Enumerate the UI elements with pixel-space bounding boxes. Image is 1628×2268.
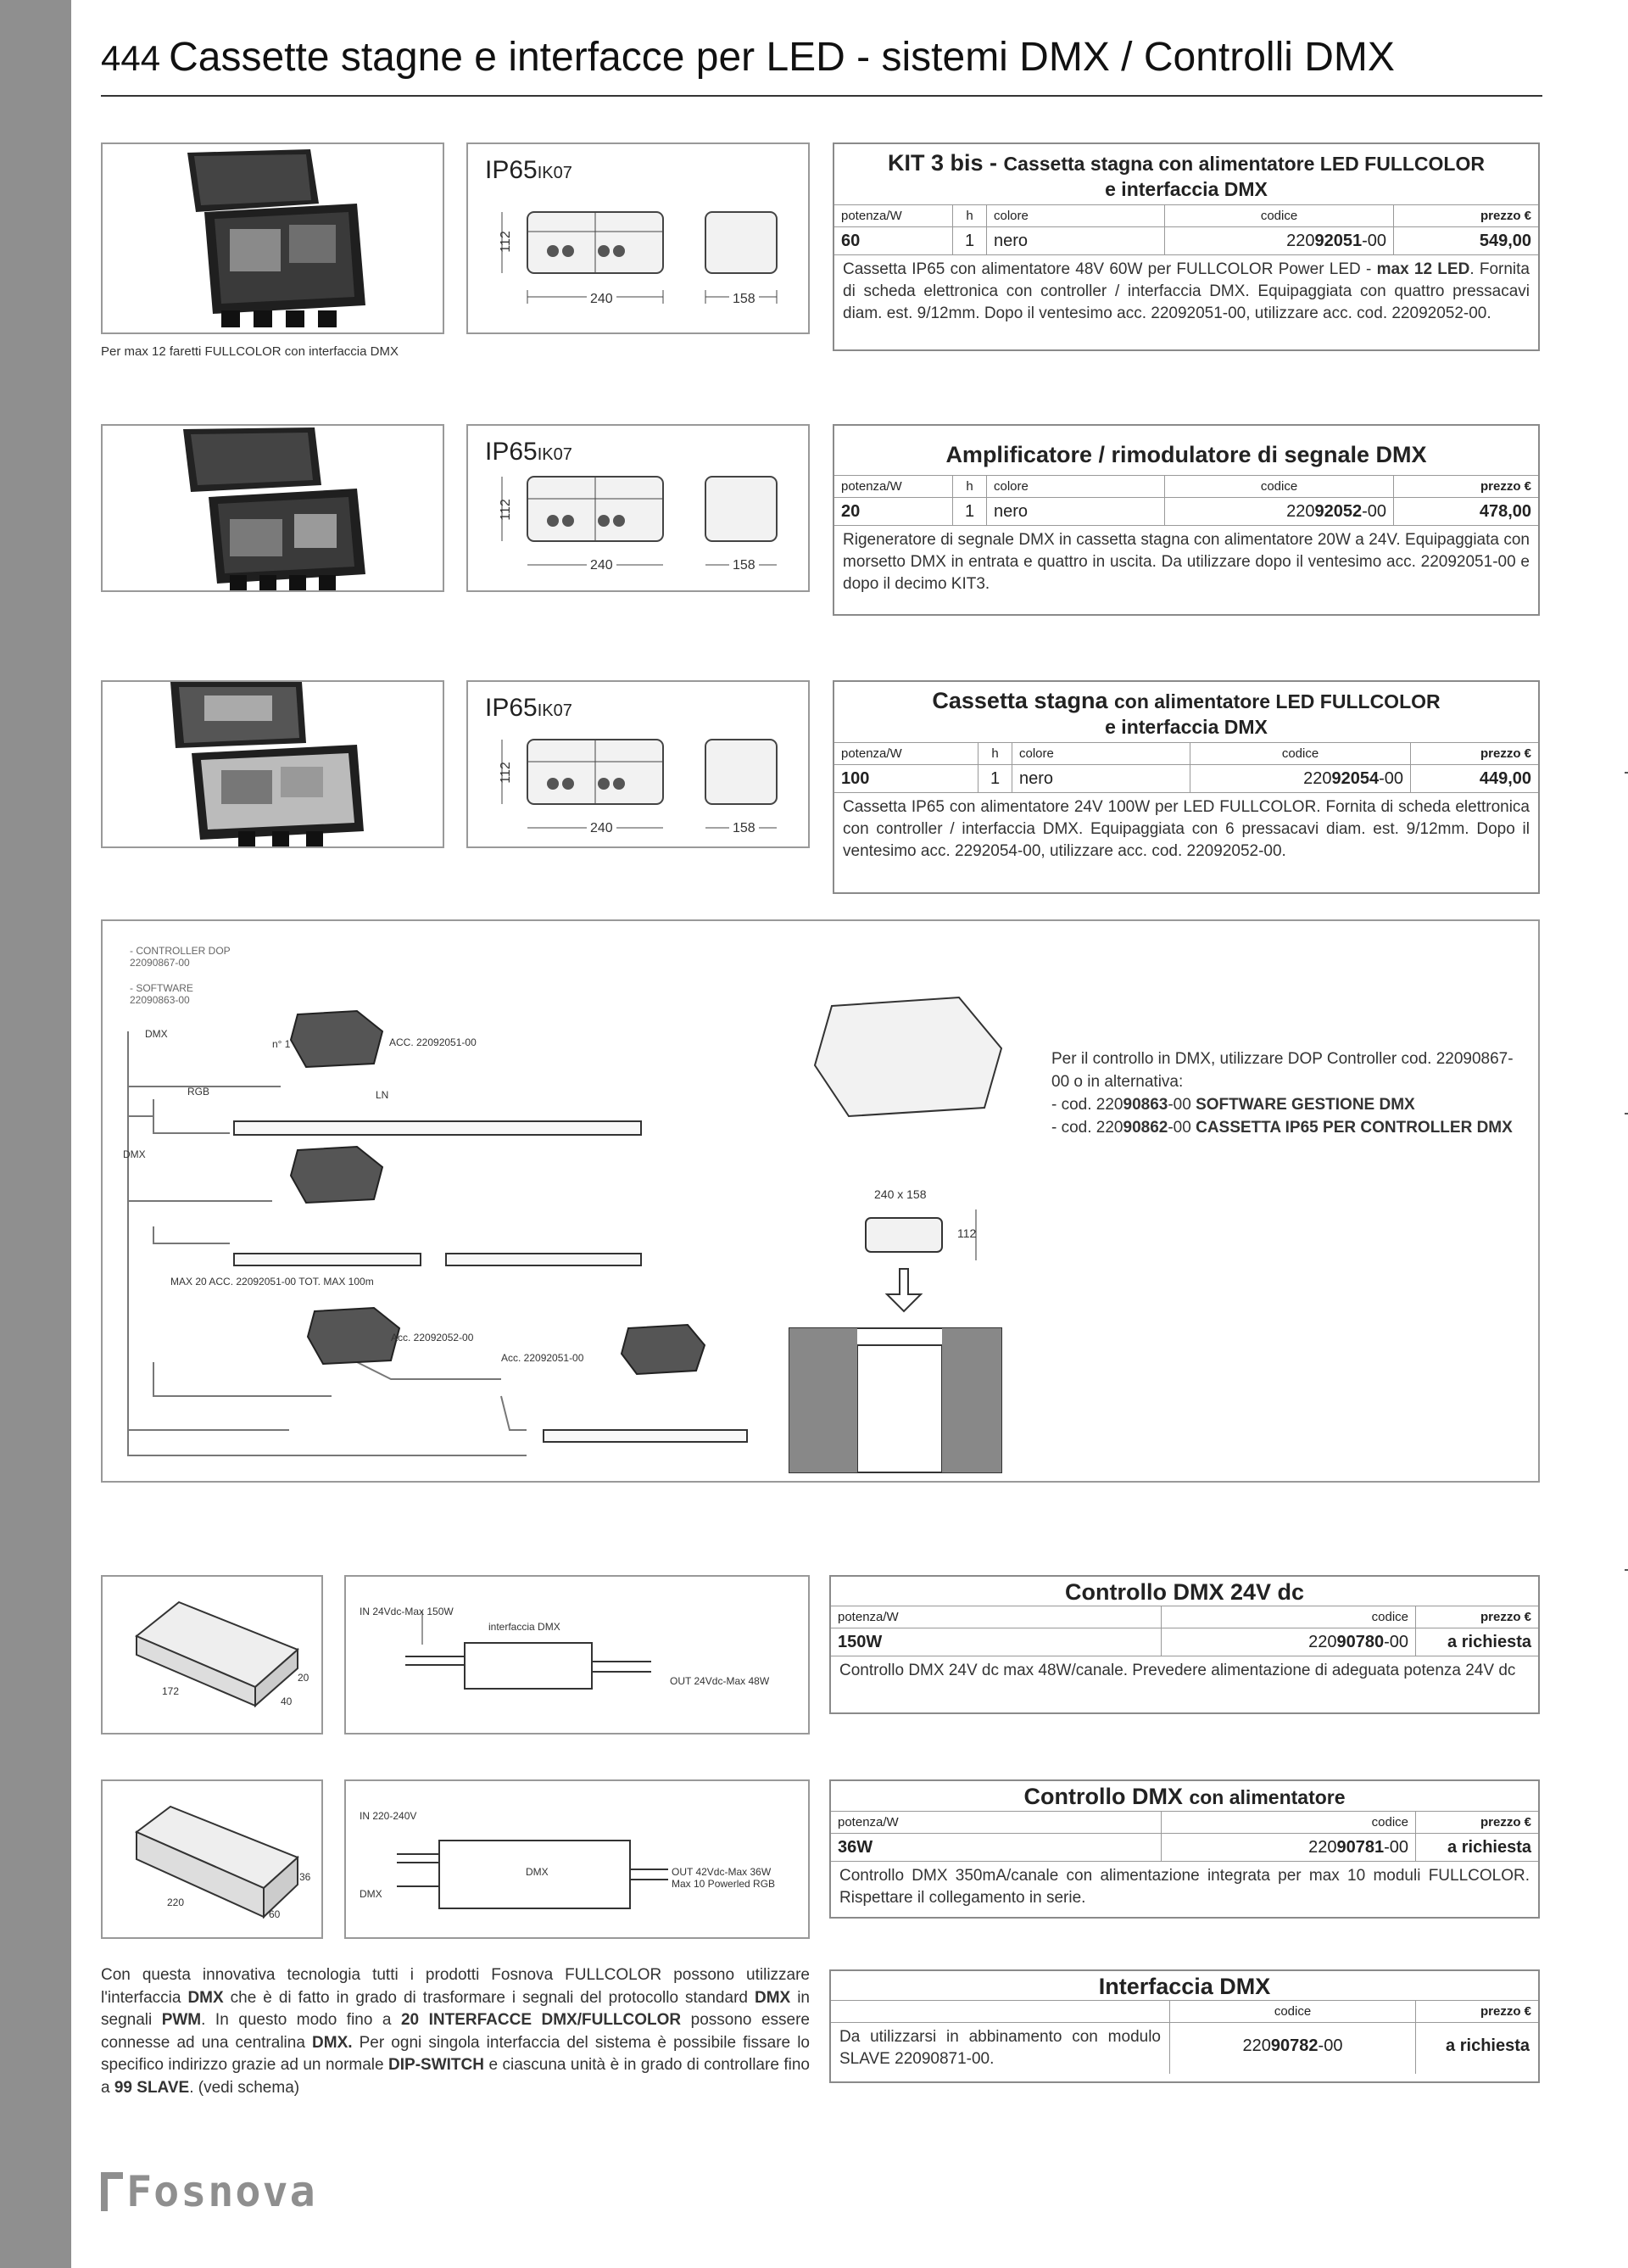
dmx-info-line1	[1051, 1093, 1526, 1116]
spec-header: potenza/W	[834, 743, 978, 765]
spec-power: 150W	[831, 1628, 1162, 1656]
spec-price: a richiesta	[1447, 1838, 1531, 1857]
ctrl2-h: 36	[299, 1871, 311, 1883]
dim-depth: 158	[729, 821, 759, 836]
ctrl1-out: OUT 24Vdc-Max 48W	[670, 1675, 770, 1687]
ctrl2-dmx: DMX	[526, 1866, 549, 1878]
dmx-info-line2	[1051, 1116, 1526, 1139]
product-description: Cassetta IP65 con alimentatore 24V 100W per LED FULLCOLOR. Fornita di scheda elettronica con controller / interfaccia DMX. Equipaggiata con 6 pressacavi diam. est. 9/12mm. Dopo il ventesimo acc. 2292054-00, utilizzare acc. cod. 22092052-00.	[843, 798, 1530, 860]
diag-software	[130, 982, 193, 1006]
product-card-ctrl-psu	[829, 1779, 1540, 1919]
spec-table	[834, 204, 1538, 255]
product-card-amplifier	[833, 424, 1540, 616]
margin-tick	[1625, 772, 1628, 774]
spec-price: 549,00	[1479, 232, 1531, 250]
diag-software-label: - SOFTWARE	[130, 982, 193, 994]
ik-label: IK07	[537, 164, 572, 182]
spec-power: 60	[834, 227, 953, 254]
paragraph-bold: 99 SLAVE	[114, 2078, 190, 2097]
spec-code	[1190, 765, 1411, 792]
brand-mark-icon	[101, 2172, 123, 2211]
spec-header: codice	[1165, 205, 1394, 227]
header-rule	[101, 95, 1542, 97]
product-title: Amplificatore / rimodulatore di segnale DMX	[945, 442, 1427, 467]
code-suffix: -00	[1384, 1838, 1408, 1857]
ctrl2-in: IN 220-240V	[360, 1810, 417, 1822]
dmx-line-suffix: -00	[1168, 1119, 1196, 1137]
paragraph-text: Per ogni singola interfaccia del sistema è possibile fissare lo specifico indirizzo grazie ad un normale	[101, 2033, 810, 2074]
spec-price: 478,00	[1479, 502, 1531, 521]
spec-header: potenza/W	[831, 1812, 1162, 1834]
dmx-line-suffix: -00	[1168, 1096, 1196, 1114]
code-bold: 92051	[1314, 232, 1363, 250]
spec-power: 20	[834, 498, 953, 525]
diag-dmx-label: DMX	[123, 1148, 146, 1160]
code-bold: 90781	[1336, 1838, 1385, 1857]
spec-header: h	[978, 743, 1012, 765]
paragraph-bold: 20 INTERFACCE DMX/FULLCOLOR	[400, 2011, 682, 2029]
diag-controller-label: - CONTROLLER DOP	[130, 945, 231, 957]
product-title-sub: con alimentatore LED FULLCOLOR	[1113, 690, 1441, 712]
spec-h: 1	[953, 227, 987, 254]
product-description: Rigeneratore di segnale DMX in cassetta stagna con alimentatore 20W a 24V. Equipaggiata con morsetto DMX in entrata e quattro in uscita. Da utilizzare dopo il ventesimo acc. 22092051-00 e dopo il decimo KIT3.	[843, 531, 1530, 593]
product-description: Controllo DMX 350mA/canale con alimentazione integrata per max 10 moduli FULLCOLOR. Rispettare il collegamento in serie.	[839, 1867, 1530, 1907]
ctrl1-in: IN 24Vdc-Max 150W	[360, 1606, 454, 1617]
spec-header: colore	[987, 205, 1165, 227]
diag-acc2-label: Acc. 22092052-00	[391, 1332, 474, 1343]
ctrl2-w: 60	[269, 1908, 281, 1920]
interface-row	[831, 2023, 1538, 2074]
code-prefix: 220	[1308, 1633, 1337, 1651]
dmx-line-prefix: - cod. 220	[1051, 1096, 1123, 1114]
spec-header: prezzo €	[1416, 1606, 1538, 1628]
product-title-line2: e interfaccia DMX	[1105, 716, 1268, 738]
intro-paragraph	[101, 1964, 810, 2099]
spec-color: nero	[987, 227, 1165, 254]
code-prefix: 220	[1308, 1838, 1337, 1857]
dmx-info-intro: Per il controllo in DMX, utilizzare DOP Controller cod. 22090867-00 o in alternativa:	[1051, 1050, 1514, 1091]
diag-controller	[130, 945, 231, 969]
brand-name: Fosnova	[126, 2167, 317, 2216]
dmx-line-bold: SOFTWARE GESTIONE DMX	[1196, 1096, 1415, 1114]
paragraph-bold: DMX	[754, 1988, 791, 2007]
code-prefix: 220	[1286, 502, 1315, 521]
dmx-line-bold: CASSETTA IP65 PER CONTROLLER DMX	[1196, 1119, 1513, 1137]
spec-table	[831, 2000, 1538, 2023]
spec-code	[1170, 2023, 1416, 2074]
code-bold: 90782	[1270, 2036, 1319, 2055]
spec-header: codice	[1190, 743, 1411, 765]
spec-header: prezzo €	[1416, 2001, 1538, 2023]
paragraph-bold: DMX	[187, 1988, 224, 2007]
spec-code	[1165, 498, 1394, 525]
product-card-ctrl24	[829, 1575, 1540, 1714]
spec-code	[1162, 1628, 1416, 1656]
spec-code	[1162, 1834, 1416, 1861]
paragraph-bold: DMX.	[312, 2033, 353, 2052]
diag-box-dims: 240 x 158	[874, 1187, 927, 1201]
diag-acc1-label: ACC. 22092051-00	[389, 1036, 477, 1048]
spec-price: a richiesta	[1446, 2036, 1530, 2055]
paragraph-bold: PWM	[161, 2011, 202, 2029]
product-card-kit3	[833, 142, 1540, 351]
product-title-main: KIT 3 bis -	[888, 150, 998, 176]
code-prefix: 220	[1242, 2036, 1271, 2055]
product-photo-ctrl24	[101, 1575, 323, 1735]
spec-price: 449,00	[1479, 769, 1531, 788]
spec-power: 36W	[831, 1834, 1162, 1861]
kit3-caption: Per max 12 faretti FULLCOLOR con interfaccia DMX	[101, 344, 399, 359]
code-bold: 92052	[1314, 502, 1363, 521]
spec-table	[834, 475, 1538, 526]
spec-table	[831, 1606, 1538, 1656]
spec-header: prezzo €	[1394, 476, 1538, 498]
product-description	[834, 255, 1538, 328]
ctrl2-out2: Max 10 Powerled RGB	[672, 1878, 776, 1890]
spec-header: potenza/W	[834, 205, 953, 227]
wiring-diagram	[101, 919, 1540, 1483]
dim-height: 112	[498, 231, 513, 253]
dimension-drawing-cassetta	[466, 680, 810, 848]
spec-header: codice	[1170, 2001, 1416, 2023]
product-photo-amplifier	[101, 424, 444, 592]
side-bar	[0, 0, 71, 2268]
diag-n1-label: n° 1	[272, 1038, 291, 1050]
dimension-drawing-kit3	[466, 142, 810, 334]
paragraph-text: che è di fatto in grado di trasformare i segnali del protocollo standard	[223, 1988, 755, 2007]
margin-tick	[1625, 1113, 1628, 1114]
spec-h: 1	[978, 765, 1012, 792]
code-suffix: -00	[1362, 502, 1386, 521]
product-title	[834, 144, 1538, 177]
diag-software-code: 22090863-00	[130, 994, 190, 1006]
page-number: 444	[101, 38, 161, 78]
page-title-text: Cassette stagne e interfacce per LED - sistemi DMX / Controlli DMX	[169, 35, 1395, 80]
code-bold: 92054	[1331, 769, 1380, 788]
product-title-sub: Cassetta stagna con alimentatore LED FULLCOLOR	[1003, 153, 1485, 175]
spec-table	[831, 1811, 1538, 1862]
desc-bold: max 12 LED	[1376, 260, 1470, 278]
diag-dmx-label: DMX	[145, 1028, 168, 1040]
diag-rgb-label: RGB	[187, 1086, 210, 1098]
spec-header: potenza/W	[834, 476, 953, 498]
brand-logo	[101, 2167, 317, 2216]
spec-header: codice	[1165, 476, 1394, 498]
dim-depth: 158	[729, 292, 759, 307]
paragraph-text: e ciascuna unità è in grado di controllare fino a	[101, 2056, 810, 2097]
spec-header: prezzo €	[1411, 743, 1538, 765]
ip-label: IP65	[485, 694, 538, 722]
spec-header: colore	[987, 476, 1165, 498]
diag-max-label: MAX 20 ACC. 22092051-00 TOT. MAX 100m	[170, 1276, 374, 1288]
code-prefix: 220	[1286, 232, 1315, 250]
product-card-cassetta	[833, 680, 1540, 894]
product-title: Interfaccia DMX	[1098, 1974, 1271, 1999]
dim-depth: 158	[729, 558, 759, 573]
ctrl1-len: 172	[162, 1685, 180, 1697]
schematic-ctrl24	[344, 1575, 810, 1735]
dim-width: 240	[587, 558, 616, 573]
ip-label: IP65	[485, 156, 538, 184]
paragraph-text: . In questo modo fino a	[201, 2011, 401, 2029]
paragraph-bold: DIP-SWITCH	[388, 2056, 484, 2074]
spec-color: nero	[987, 498, 1165, 525]
product-title-main: Cassetta stagna	[932, 688, 1108, 713]
product-title	[831, 1781, 1538, 1811]
spec-color: nero	[1012, 765, 1190, 792]
spec-h: 1	[953, 498, 987, 525]
ctrl2-len: 220	[167, 1897, 185, 1908]
code-suffix: -00	[1318, 2036, 1343, 2055]
dmx-line-code: 90863	[1123, 1096, 1168, 1114]
dmx-control-info	[1051, 1047, 1526, 1139]
dimension-drawing-amplifier	[466, 424, 810, 592]
code-suffix: -00	[1384, 1633, 1408, 1651]
page-title	[101, 34, 1542, 81]
paragraph-text: possono essere connesse ad una centralina	[101, 2011, 810, 2052]
product-title-line2: e interfaccia DMX	[1105, 178, 1268, 200]
dmx-line-code: 90862	[1123, 1119, 1168, 1137]
ik-label: IK07	[537, 445, 572, 464]
ctrl2-dmx-in: DMX	[360, 1888, 382, 1900]
paragraph-text: Con questa innovativa tecnologia tutti i prodotti Fosnova FULLCOLOR possono utilizzare l'interfaccia	[101, 1966, 810, 2007]
code-bold: 90780	[1336, 1633, 1385, 1651]
product-card-interface	[829, 1969, 1540, 2083]
product-description: Controllo DMX 24V dc max 48W/canale. Prevedere alimentazione di adeguata potenza 24V dc	[839, 1662, 1516, 1679]
ip-label: IP65	[485, 438, 538, 466]
product-title-sub: con alimentatore	[1189, 1786, 1346, 1808]
product-photo-kit3	[101, 142, 444, 334]
spec-price: a richiesta	[1447, 1633, 1531, 1651]
schematic-ctrl-psu	[344, 1779, 810, 1939]
diag-controller-code: 22090867-00	[130, 957, 190, 969]
dim-height: 112	[498, 499, 513, 521]
spec-header: potenza/W	[831, 1606, 1162, 1628]
product-photo-cassetta	[101, 680, 444, 848]
diag-acc3-label: Acc. 22092051-00	[501, 1352, 584, 1364]
ctrl2-out: OUT 42Vdc-Max 36W	[672, 1866, 772, 1878]
spec-header: prezzo €	[1394, 205, 1538, 227]
dim-width: 240	[587, 292, 616, 307]
spec-header: codice	[1162, 1606, 1416, 1628]
desc-part: Cassetta IP65 con alimentatore 48V 60W per FULLCOLOR Power LED -	[843, 260, 1377, 278]
spec-header: h	[953, 205, 987, 227]
diag-ln-label: LN	[376, 1089, 389, 1101]
dmx-line-prefix: - cod. 220	[1051, 1119, 1123, 1137]
spec-power: 100	[834, 765, 978, 792]
product-photo-ctrl-psu	[101, 1779, 323, 1939]
margin-tick	[1625, 1569, 1628, 1571]
dim-height: 112	[498, 762, 513, 784]
desc-part: . Fornita di scheda elettronica con controller / interfaccia DMX. Equipaggiata con quattro pressacavi diam. est. 9/12mm. Dopo il ventesimo acc. 22092051-00, utilizzare acc. cod. 22092052-00.	[843, 260, 1530, 322]
spec-header: codice	[1162, 1812, 1416, 1834]
paragraph-text: . (vedi schema)	[189, 2078, 300, 2097]
ik-label: IK07	[537, 701, 572, 720]
spec-header-empty	[831, 2001, 1170, 2023]
spec-table	[834, 742, 1538, 793]
code-suffix: -00	[1379, 769, 1403, 788]
diag-box-side: 112	[957, 1226, 977, 1240]
spec-header: prezzo €	[1416, 1812, 1538, 1834]
code-prefix: 220	[1303, 769, 1332, 788]
product-title-main: Controllo DMX	[1023, 1784, 1183, 1809]
product-description: Da utilizzarsi in abbinamento con modulo SLAVE 22090871-00.	[831, 2023, 1170, 2074]
ctrl1-iface: interfaccia DMX	[488, 1621, 560, 1633]
product-title: Controllo DMX 24V dc	[1064, 1579, 1305, 1605]
spec-code	[1165, 227, 1394, 254]
ctrl1-h: 20	[298, 1672, 309, 1684]
product-title	[834, 682, 1538, 715]
spec-header: colore	[1012, 743, 1190, 765]
code-suffix: -00	[1362, 232, 1386, 250]
dim-width: 240	[587, 821, 616, 836]
spec-header: h	[953, 476, 987, 498]
ctrl1-w: 40	[281, 1695, 293, 1707]
paragraph-text: in segnali	[101, 1988, 810, 2029]
